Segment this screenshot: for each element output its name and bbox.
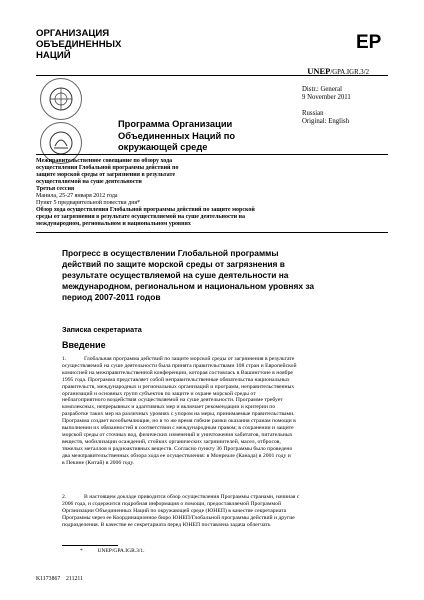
language: Russian <box>302 110 324 117</box>
intro-heading: Введение <box>62 340 106 350</box>
paragraph-line: 1995 года. Программа представляет собой неправительственные обязательства национальных <box>62 376 290 383</box>
agenda-title: среды от загрязнения в результате осуществляемой на суше деятельности на <box>36 214 245 220</box>
agenda-title: Обзор хода осуществления Глобальной программы действий по защите морской <box>36 207 255 213</box>
paragraph-line: В настоящем докладе приводится обзор осуществления Программы странами, начиная с <box>84 494 300 500</box>
paragraph-line: Программа создает всеобъемлющие, но в то же время гибкие рамки оказания странам помощи в <box>62 418 296 425</box>
paragraph-line: комплексных, непрерывных и адаптивных мер и включает рекомендации и критерии по <box>62 404 276 411</box>
title-line: период 2007-2011 годов <box>62 292 161 302</box>
job-number: K1173867 211211 <box>36 576 84 582</box>
agenda-title: международном, региональном и национальном уровнях <box>36 221 191 227</box>
document-symbol <box>307 66 369 76</box>
paragraph-line: в Пекине (Китай) в 2006 году. <box>62 459 135 466</box>
organization-name <box>36 28 121 61</box>
footnote-text: UNEP/GPA.IGR.3/1. <box>97 548 145 554</box>
paragraph-line: осуществляемой на суше деятельности была принята правительствами 108 стран и Европейской <box>62 362 297 369</box>
place-date: Манила, 25-27 января 2012 года <box>36 193 118 199</box>
meeting-info <box>36 158 336 228</box>
footnote <box>80 548 145 554</box>
paragraph-2 <box>62 494 384 529</box>
unep-name <box>118 119 235 154</box>
paragraph-line: два межправительственных обзора хода ее осуществления: в Монреале (Канада) в 2001 году и <box>62 452 291 459</box>
document-title <box>62 248 362 303</box>
paragraph-line: выполнении их обязанностей в соответствии с международным правом; в сохранении и защите <box>62 425 294 432</box>
symbol-rest: /GPA.IGR.3/2 <box>330 69 369 76</box>
issue-date: 9 November 2011 <box>302 94 351 101</box>
paragraph-line: разработке таких мер на различных уровнях с упором на меры, принимаемые правительствами. <box>62 411 295 418</box>
paragraph-number: 2. <box>62 494 67 500</box>
meeting-rule <box>36 232 388 233</box>
paragraph-number: 1. <box>62 356 67 362</box>
title-line: результате осуществляемой на суше деятельности на <box>62 270 289 280</box>
footnote-rule <box>62 545 118 546</box>
title-line: Прогресс в осуществлении Глобальной программы <box>62 248 279 258</box>
distribution-info <box>302 86 351 102</box>
document-code: EP <box>356 32 382 53</box>
org-name-line: ОБЪЕДИНЕННЫХ <box>36 39 122 50</box>
unep-name-line: Объединенных Наций по <box>118 130 236 141</box>
paragraph-line: 2006 года, и содержится подробная информация о помощи, предоставляемой Программой <box>62 500 281 507</box>
paragraph-line: тяжелых металлов и радиоактивных веществ. Согласно пункту 36 Программы было проведено <box>62 445 293 452</box>
agenda-item: Пункт 5 предварительной повестки дня* <box>36 200 141 206</box>
paragraph-line: морской среды от сточных вод, физических изменений и уничтожения хабитатов, питательных <box>62 431 293 438</box>
logo-rule <box>36 154 388 155</box>
paragraph-line: Организации Объединенных Наций по окружающей среде (ЮНЕП) в качестве секретариата <box>62 507 287 514</box>
paragraph-line: подразделения. В качестве ее секретариата перед ЮНЕП поставлена задача облегчать <box>62 521 271 528</box>
footnote-marker: * <box>80 548 83 554</box>
paragraph-line: веществ, мобилизации осаждений, стойких органических загрязнителей, масел, отбросов, <box>62 438 281 445</box>
paragraph-line: правительств, международных и региональных организаций и программ, неправительственных <box>62 383 295 390</box>
unep-name-line: Программа Организации <box>118 119 233 129</box>
title-line: действий по защите морской среды от загрязнения в <box>62 259 285 269</box>
original-language: Original: English <box>302 118 350 125</box>
paragraph-line: неблагоприятного воздействия осуществляемой на суше деятельности. Программе требует <box>62 397 283 404</box>
un-emblem-icon <box>40 78 82 120</box>
symbol-main: UNEP <box>307 66 331 76</box>
meeting-line: осуществляемой на суше деятельности <box>36 179 142 185</box>
secretariat-note: Записка секретариата <box>62 325 142 334</box>
paragraph-line: Программы через ее Координационное бюро ЮНЕП/Глобальной программы действий и другие <box>62 514 295 521</box>
meeting-line: Межправительственное совещание по обзору хода <box>36 158 173 164</box>
paragraph-1 <box>62 356 384 467</box>
distr-label: Distr.: General <box>302 86 343 93</box>
org-name-line: ОРГАНИЗАЦИЯ <box>36 28 110 39</box>
language-info <box>302 110 349 126</box>
paragraph-line: комиссией на межправительственной конференции, которая состоялась в Вашингтоне в ноябре <box>62 369 293 376</box>
org-name-line: НАЦИЙ <box>36 50 71 61</box>
title-line: международном, региональном и национальном уровнях за <box>62 281 315 291</box>
paragraph-line: организаций и основных групп субъектов по защите и охране морской среды от <box>62 390 256 397</box>
paragraph-line: Глобальная программа действий по защите морской среды от загрязнения в результате <box>84 356 295 362</box>
session: Третья сессия <box>36 186 75 192</box>
meeting-line: защите морской среды от загрязнения в результате <box>36 172 176 178</box>
meeting-line: осуществления Глобальной программы действий по <box>36 165 179 171</box>
unep-name-line: окружающей среде <box>118 142 208 152</box>
